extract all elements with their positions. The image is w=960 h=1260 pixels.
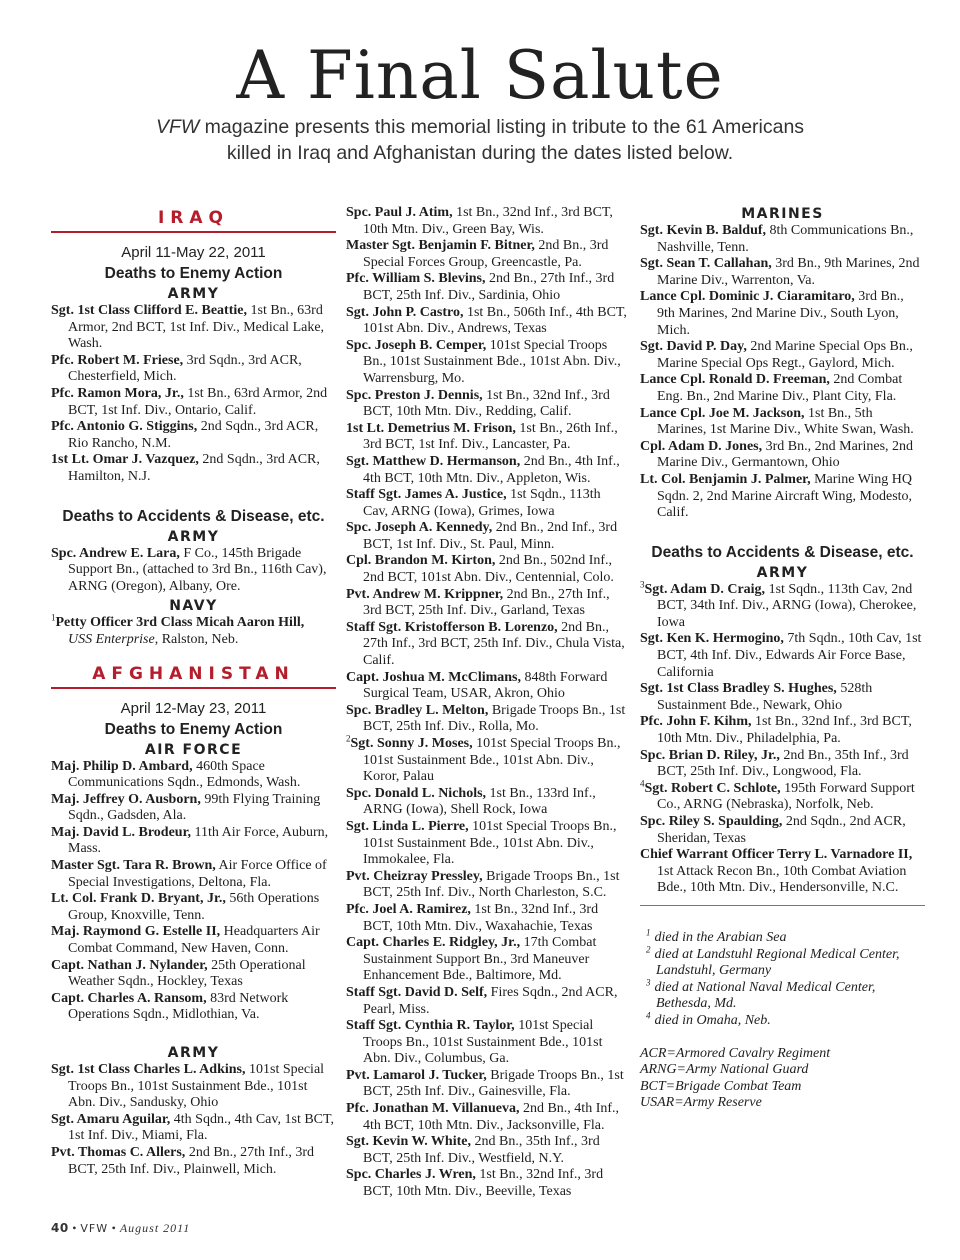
entry-unit: 1st Sqdn., 113th Cav, 2nd BCT, 34th Inf. Div., ARNG (Iowa), Cherokee, Iowa: [657, 581, 917, 630]
list-item: [346, 733, 628, 786]
list-item: [51, 924, 336, 957]
iraq-accident-heading: Deaths to Accidents & Disease, etc.: [62, 507, 325, 525]
footnote: [640, 927, 925, 947]
entry-unit: 1st Bn., 506th Inf., 4th BCT, 101st Abn. Div., Andrews, Texas: [363, 304, 627, 337]
list-item: [51, 825, 336, 858]
entry-name: Master Sgt. Benjamin F. Bitner,: [346, 238, 535, 254]
list-item: [640, 748, 925, 781]
list-item: [640, 714, 925, 747]
list-item: [346, 935, 628, 985]
entry-name: Cpl. Adam D. Jones,: [640, 438, 763, 454]
list-item: [346, 205, 628, 238]
entry-unit: 2nd Sqdn., 2nd ACR, Sheridan, Texas: [657, 814, 906, 846]
list-item: [51, 612, 336, 648]
entry-unit: 101st Special Troops Bn., 101st Sustainment Bde., 101st Abn. Div., Columbus, Ga.: [363, 1018, 603, 1067]
entry-name: Sgt. David P. Day,: [640, 339, 747, 355]
list-item: [640, 339, 925, 372]
entry-unit: 2nd Bn., 502nd Inf., 2nd BCT, 101st Abn. Div., Centennial, Colo.: [363, 553, 614, 586]
entry-name: Chief Warrant Officer Terry L. Varnadore II,: [640, 847, 913, 863]
iraq-accident-army-heading: ARMY: [167, 528, 220, 545]
column-2: [346, 205, 628, 1201]
column-3: [640, 205, 925, 1112]
entry-unit: 2nd Combat Eng. Bn., 2nd Marine Div., Plant City, Fla.: [657, 372, 903, 404]
footnote: [640, 1010, 925, 1030]
entry-name: Lance Cpl. Ronald D. Freeman,: [640, 372, 830, 388]
entry-unit: 1st Sqdn., 113th Cav, ARNG (Iowa), Grimes, Iowa: [363, 487, 601, 519]
page-footer: [51, 1221, 190, 1236]
list-item: [51, 991, 336, 1024]
afghanistan-enemy-heading: Deaths to Enemy Action: [104, 720, 283, 738]
list-item: [346, 786, 628, 819]
accident-list: [640, 579, 925, 897]
list-item: [346, 1101, 628, 1134]
entry-name: Lance Cpl. Joe M. Jackson,: [640, 405, 805, 421]
abbreviation: ACR=Armored Cavalry Regiment: [640, 1045, 831, 1061]
entry-unit: 25th Operational Weather Sqdn., Hockley, Texas: [68, 957, 306, 990]
entry-unit: 3rd Bn., 9th Marines, 2nd Marine Div., Warrenton, Va.: [657, 256, 920, 288]
entry-unit: 2nd Bn., 35th Inf., 3rd BCT, 25th Inf. Div., Longwood, Fla.: [657, 747, 909, 780]
list-item: [51, 759, 336, 792]
footnote-text: died in the Arabian Sea: [654, 929, 787, 945]
entry-name: Sgt. Kevin W. White,: [346, 1134, 471, 1150]
list-item: [51, 546, 336, 596]
entry-unit: 1st Bn., 133rd Inf., ARNG (Iowa), Shell Rock, Iowa: [363, 785, 596, 818]
entry-name: Pvt. Thomas C. Allers,: [51, 1144, 186, 1160]
entry-name: Maj. Jeffrey O. Ausborn,: [51, 791, 201, 807]
entry-name: Sgt. Robert C. Schlote,: [644, 780, 781, 796]
afghanistan-army-heading: ARMY: [167, 1045, 220, 1061]
ship-name: USS Enterprise: [68, 631, 155, 647]
entry-name: Staff Sgt. David D. Self,: [346, 984, 488, 1000]
list-item: [346, 520, 628, 553]
entry-name: Sgt. Matthew D. Hermanson,: [346, 453, 521, 469]
entry-unit: 1st Bn., 32nd Inf., 3rd BCT, 10th Mtn. Div., Green Bay, Wis.: [363, 205, 613, 237]
list-item: [51, 958, 336, 991]
entry-unit: 2nd Bn., 27th Inf., 3rd BCT, 25th Inf. Div., Plainwell, Mich.: [68, 1144, 315, 1177]
footnote-number: 3: [646, 977, 651, 988]
entry-unit: Headquarters Air Combat Command, New Haven, Conn.: [68, 924, 320, 957]
list-item: [51, 1062, 336, 1112]
entry-name: Pfc. William S. Blevins,: [346, 271, 486, 287]
list-item: [346, 238, 628, 271]
entry-name: Spc. Andrew E. Lara,: [51, 545, 180, 561]
list-item: [346, 1134, 628, 1167]
abbreviations: [640, 1046, 925, 1112]
entry-name: Sgt. Kevin B. Balduf,: [640, 223, 767, 238]
entry-name: Staff Sgt. James A. Justice,: [346, 487, 507, 503]
entry-name: Spc. Brian D. Riley, Jr.,: [640, 747, 780, 763]
footnote-number: 1: [646, 927, 651, 938]
entry-unit: 1st Bn., 63rd Armor, 2nd BCT, 1st Inf. Div., Ontario, Calif.: [68, 385, 328, 418]
army-list-part2: [346, 205, 628, 1201]
entry-unit: 2nd Bn., 35th Inf., 3rd BCT, 25th Inf. Div., Westfield, N.Y.: [363, 1134, 600, 1166]
entry-unit: 99th Flying Training Sqdn., Gadsden, Ala.: [68, 791, 321, 824]
entry-unit: 460th Space Communications Sqdn., Edmonds, Wash.: [68, 758, 301, 791]
list-item: [51, 303, 336, 353]
entry-unit: 1st Bn., 5th Marines, 1st Marine Div., White Swan, Wash.: [657, 405, 914, 438]
entry-unit: 8th Communications Bn., Nashville, Tenn.: [657, 223, 914, 255]
iraq-navy-heading: NAVY: [169, 598, 218, 615]
entry-unit: 2nd Bn., 27th Inf., 3rd BCT, 25th Inf. Div., Garland, Texas: [363, 586, 610, 619]
list-item: [346, 670, 628, 703]
list-item: [640, 289, 925, 339]
footnote-text: died at Landstuhl Regional Medical Center, Landstuhl, Germany: [654, 946, 900, 979]
marines-heading: MARINES: [741, 206, 824, 222]
footnote-number: 2: [646, 943, 651, 954]
entry-unit: 1st Attack Recon Bn., 10th Combat Aviation Bde., 10th Mtn. Div., Hendersonville, N.C.: [657, 863, 907, 896]
footnotes: [640, 927, 925, 1030]
entry-unit: 2nd Sqdn., 3rd ACR, Hamilton, N.J.: [68, 452, 320, 484]
list-item: [51, 419, 336, 452]
entry-unit: 3rd Bn., 9th Marines, 2nd Marine Div., South Lyon, Mich.: [657, 289, 904, 338]
marines-list: [640, 223, 925, 522]
entry-unit: Fires Sqdn., 2nd ACR, Pearl, Miss.: [363, 984, 618, 1017]
entry-name: Cpl. Brandon M. Kirton,: [346, 553, 496, 569]
entry-unit: 2nd Bn., 4th Inf., 4th BCT, 10th Mtn. Div., Jacksonville, Fla.: [363, 1101, 620, 1133]
entry-name: Sgt. 1st Class Bradley S. Hughes,: [640, 681, 837, 697]
entry-name: Sgt. Amaru Aguilar,: [51, 1111, 171, 1127]
entry-unit: 2nd Sqdn., 3rd ACR, Rio Rancho, N.M.: [68, 419, 319, 451]
entry-unit: 2nd Bn., 2nd Inf., 3rd BCT, 1st Inf. Div., St. Paul, Minn.: [363, 520, 618, 552]
intro-line1: magazine presents this memorial listing in tribute to the 61 Americans: [199, 116, 805, 138]
footnote: [640, 943, 925, 980]
entry-name: Pfc. John F. Kihm,: [640, 714, 752, 730]
footnote-marker: 1: [51, 612, 56, 623]
entry-name: Spc. Joseph B. Cemper,: [346, 337, 487, 353]
list-item: [346, 703, 628, 736]
entry-name: Petty Officer 3rd Class Micah Aaron Hill,: [55, 615, 305, 631]
footnote-marker: 4: [640, 778, 645, 789]
entry-unit: 2nd Marine Special Ops Bn., Marine Special Ops Regt., Gaylord, Mich.: [657, 339, 913, 371]
entry-name: Spc. Bradley L. Melton,: [346, 702, 489, 718]
list-item: [51, 386, 336, 419]
list-item: [346, 620, 628, 670]
entry-name: Sgt. 1st Class Clifford E. Beattie,: [51, 303, 247, 318]
entry-unit: 1st Bn., 26th Inf., 3rd BCT, 1st Inf. Div., Lancaster, Pa.: [363, 420, 618, 453]
entry-unit: 11th Air Force, Auburn, Mass.: [68, 824, 329, 857]
entry-unit: , Ralston, Neb.: [154, 631, 239, 647]
entry-name: Sgt. Ken K. Hermogino,: [640, 631, 784, 647]
afghanistan-accident-army-heading: ARMY: [756, 564, 809, 581]
afghanistan-accident-heading: Deaths to Accidents & Disease, etc.: [651, 543, 914, 561]
footer-magazine: VFW: [80, 1222, 109, 1235]
entry-name: Master Sgt. Tara R. Brown,: [51, 858, 216, 874]
entry-name: Staff Sgt. Cynthia R. Taylor,: [346, 1018, 515, 1034]
entry-name: Lance Cpl. Dominic J. Ciaramitaro,: [640, 289, 855, 305]
entry-unit: 1st Bn., 32nd Inf., 3rd BCT, 10th Mtn. Div., Philadelphia, Pa.: [657, 714, 912, 747]
entry-name: Sgt. Adam D. Craig,: [644, 581, 766, 597]
entry-name: Pvt. Cheizray Pressley,: [346, 868, 483, 884]
entry-name: Spc. Riley S. Spaulding,: [640, 814, 783, 829]
list-item: [51, 1112, 336, 1145]
entry-name: Maj. David L. Brodeur,: [51, 824, 192, 840]
entry-unit: Brigade Troops Bn., 1st BCT, 25th Inf. Div., Rolla, Mo.: [363, 702, 626, 735]
entry-unit: F Co., 145th Brigade Support Bn., (attached to 3rd Bn., 116th Cav), ARNG (Oregon), Albany, Ore.: [68, 545, 327, 594]
list-item: [640, 439, 925, 472]
list-item: [346, 338, 628, 388]
intro-line2: killed in Iraq and Afghanistan during the dates listed below.: [226, 142, 734, 164]
entry-unit: Marine Wing HQ Sqdn. 2, 2nd Marine Aircraft Wing, Modesto, Calif.: [657, 471, 913, 521]
entry-unit: 4th Sqdn., 4th Cav, 1st BCT, 1st Inf. Div., Miami, Fla.: [68, 1111, 335, 1144]
air-force-heading: AIR FORCE: [144, 741, 243, 758]
entry-name: Spc. Joseph A. Kennedy,: [346, 520, 493, 536]
entry-unit: 56th Operations Group, Knoxville, Tenn.: [68, 891, 320, 923]
list-item: [51, 792, 336, 825]
list-item: [640, 814, 925, 847]
footer-date: August 2011: [119, 1221, 191, 1235]
list-item: [640, 223, 925, 256]
entry-name: Pfc. Jonathan M. Villanueva,: [346, 1101, 520, 1117]
entry-unit: 3rd Sqdn., 3rd ACR, Chesterfield, Mich.: [68, 352, 302, 385]
footnote-number: 4: [646, 1010, 651, 1021]
entry-unit: 1st Bn., 32nd Inf., 3rd BCT, 10th Mtn. Div., Waxahachie, Texas: [363, 901, 599, 934]
list-item: [346, 1167, 628, 1200]
entry-name: Lt. Col. Benjamin J. Palmer,: [640, 471, 811, 487]
entry-unit: 848th Forward Surgical Team, USAR, Akron, Ohio: [363, 669, 608, 702]
entry-name: Sgt. John P. Castro,: [346, 304, 464, 320]
entry-name: Lt. Col. Frank D. Bryant, Jr.,: [51, 891, 226, 907]
footer-bullet: •: [111, 1221, 117, 1235]
list-item: [346, 388, 628, 421]
list-item: [640, 778, 925, 814]
entry-name: Spc. Preston J. Dennis,: [346, 387, 483, 403]
air-force-list: [51, 759, 336, 1025]
entry-unit: 1st Bn., 63rd Armor, 2nd BCT, 1st Inf. Div., Medical Lake, Wash.: [68, 303, 325, 352]
entry-unit: Air Force Office of Special Investigations, Deltona, Fla.: [68, 858, 327, 890]
entry-unit: 2nd Bn., 3rd Special Forces Group, Greencastle, Pa.: [363, 238, 609, 270]
entry-name: Maj. Raymond G. Estelle II,: [51, 924, 221, 940]
iraq-date-range: April 11-May 22, 2011: [121, 244, 266, 261]
entry-name: Sgt. Sean T. Callahan,: [640, 256, 772, 272]
list-item: [346, 553, 628, 586]
iraq-enemy-army-heading: ARMY: [167, 286, 220, 302]
list-item: [346, 902, 628, 935]
entry-unit: 101st Special Troops Bn., 101st Sustainment Bde., 101st Abn. Div., Immokalee, Fla.: [363, 818, 617, 868]
entry-name: Capt. Charles E. Ridgley, Jr.,: [346, 935, 521, 951]
entry-unit: 17th Combat Sustainment Support Bn., 3rd Maneuver Enhancement Bde., Baltimore, Md.: [363, 935, 597, 984]
entry-name: Spc. Charles J. Wren,: [346, 1167, 476, 1183]
entry-name: Spc. Paul J. Atim,: [346, 205, 453, 220]
entry-name: Spc. Donald L. Nichols,: [346, 785, 487, 801]
list-item: [640, 406, 925, 439]
list-item: [346, 1018, 628, 1068]
entry-unit: 528th Sustainment Bde., Newark, Ohio: [657, 681, 873, 713]
list-item: [346, 421, 628, 454]
entry-name: Pfc. Robert M. Friese,: [51, 352, 184, 368]
list-item: [51, 858, 336, 891]
list-item: [640, 631, 925, 681]
entry-name: Sgt. Sonny J. Moses,: [350, 736, 473, 751]
page-number: 40: [51, 1221, 69, 1235]
intro-text: [0, 114, 960, 166]
list-item: [51, 353, 336, 386]
intro-magazine-name: VFW: [155, 116, 200, 138]
entry-unit: 101st Special Troops Bn., 101st Sustainment Bde., 101st Abn. Div., Warrensburg, Mo.: [363, 337, 621, 386]
footnote-text: died in Omaha, Neb.: [654, 1012, 771, 1028]
list-item: [346, 587, 628, 620]
entry-name: Capt. Nathan J. Nylander,: [51, 957, 208, 973]
entry-name: Pvt. Andrew M. Krippner,: [346, 586, 504, 602]
entry-name: Sgt. Linda L. Pierre,: [346, 818, 469, 834]
entry-name: Sgt. 1st Class Charles L. Adkins,: [51, 1062, 246, 1077]
abbreviation: USAR=Army Reserve: [640, 1095, 762, 1111]
list-item: [346, 305, 628, 338]
list-item: [51, 1145, 336, 1178]
entry-name: Pfc. Ramon Mora, Jr.,: [51, 385, 184, 401]
iraq-enemy-list: [51, 303, 336, 486]
entry-unit: 7th Sqdn., 10th Cav, 1st BCT, 4th Inf. Div., Edwards Air Force Base, California: [657, 631, 922, 680]
army-list-part1: [51, 1062, 336, 1178]
entry-name: Maj. Philip D. Ambard,: [51, 758, 193, 774]
list-item: [346, 1068, 628, 1101]
entry-unit: 2nd Bn., 27th Inf., 3rd BCT, 25th Inf. Div., Sardinia, Ohio: [363, 271, 615, 303]
entry-name: 1st Lt. Demetrius M. Frison,: [346, 420, 516, 436]
entry-name: Staff Sgt. Kristofferson B. Lorenzo,: [346, 619, 558, 635]
footnote-marker: 2: [346, 733, 351, 744]
entry-unit: 195th Forward Support Co., ARNG (Nebraska), Norfolk, Neb.: [657, 780, 915, 813]
column-1: [51, 205, 336, 1178]
entry-name: Pfc. Antonio G. Stiggins,: [51, 419, 198, 435]
footnote: [640, 977, 925, 1013]
entry-unit: 2nd Bn., 27th Inf., 3rd BCT, 25th Inf. Div., Chula Vista, Calif.: [363, 619, 625, 669]
list-item: [640, 847, 925, 897]
entry-unit: 1st Bn., 32nd Inf., 3rd BCT, 10th Mtn. Div., Redding, Calif.: [363, 387, 610, 420]
list-item: [346, 454, 628, 487]
list-item: [640, 472, 925, 522]
entry-unit: Brigade Troops Bn., 1st BCT, 25th Inf. Div., North Charleston, S.C.: [363, 868, 620, 901]
entry-unit: 1st Bn., 32nd Inf., 3rd BCT, 10th Mtn. Div., Beeville, Texas: [363, 1167, 604, 1200]
entry-name: Capt. Charles A. Ransom,: [51, 990, 207, 1006]
list-item: [346, 985, 628, 1018]
entry-unit: Brigade Troops Bn., 1st BCT, 25th Inf. Div., Gainesville, Fla.: [363, 1067, 624, 1100]
footnote-text: died at National Naval Medical Center, Bethesda, Md.: [654, 979, 876, 1012]
entry-unit: 101st Special Troops Bn., 101st Sustainment Bde., 101st Abn. Div., Sandusky, Ohio: [68, 1062, 325, 1111]
iraq-heading: IRAQ: [51, 205, 336, 233]
entry-unit: 101st Special Troops Bn., 101st Sustainment Bde., 101st Abn. Div., Koror, Palau: [363, 736, 621, 785]
abbreviation: ARNG=Army National Guard: [640, 1062, 809, 1078]
list-item: [640, 256, 925, 289]
abbreviation: BCT=Brigade Combat Team: [640, 1078, 802, 1094]
page-title: A Final Salute: [236, 37, 724, 114]
list-item: [346, 487, 628, 520]
entry-unit: 3rd Bn., 2nd Marines, 2nd Marine Div., Germantown, Ohio: [657, 438, 914, 471]
entry-name: Pfc. Joel A. Ramirez,: [346, 901, 471, 917]
afghanistan-date-range: April 12-May 23, 2011: [120, 699, 267, 717]
footer-bullet: •: [72, 1221, 77, 1235]
entry-name: 1st Lt. Omar J. Vazquez,: [51, 452, 199, 468]
iraq-enemy-heading: Deaths to Enemy Action: [104, 265, 283, 282]
list-item: [51, 452, 336, 485]
entry-name: Capt. Joshua M. McClimans,: [346, 669, 522, 685]
entry-unit: 2nd Bn., 4th Inf., 4th BCT, 10th Mtn. Div., Appleton, Wis.: [363, 453, 620, 486]
footnote-marker: 3: [640, 579, 645, 590]
list-item: [640, 681, 925, 714]
list-item: [346, 819, 628, 869]
afghanistan-heading: AFGHANISTAN: [51, 661, 336, 689]
list-item: [640, 372, 925, 405]
list-item: [640, 579, 925, 632]
list-item: [346, 271, 628, 304]
entry-name: Pvt. Lamarol J. Tucker,: [346, 1067, 487, 1083]
list-item: [346, 869, 628, 902]
entry-unit: 83rd Network Operations Sqdn., Midlothian, Va.: [68, 990, 289, 1023]
list-item: [51, 891, 336, 924]
